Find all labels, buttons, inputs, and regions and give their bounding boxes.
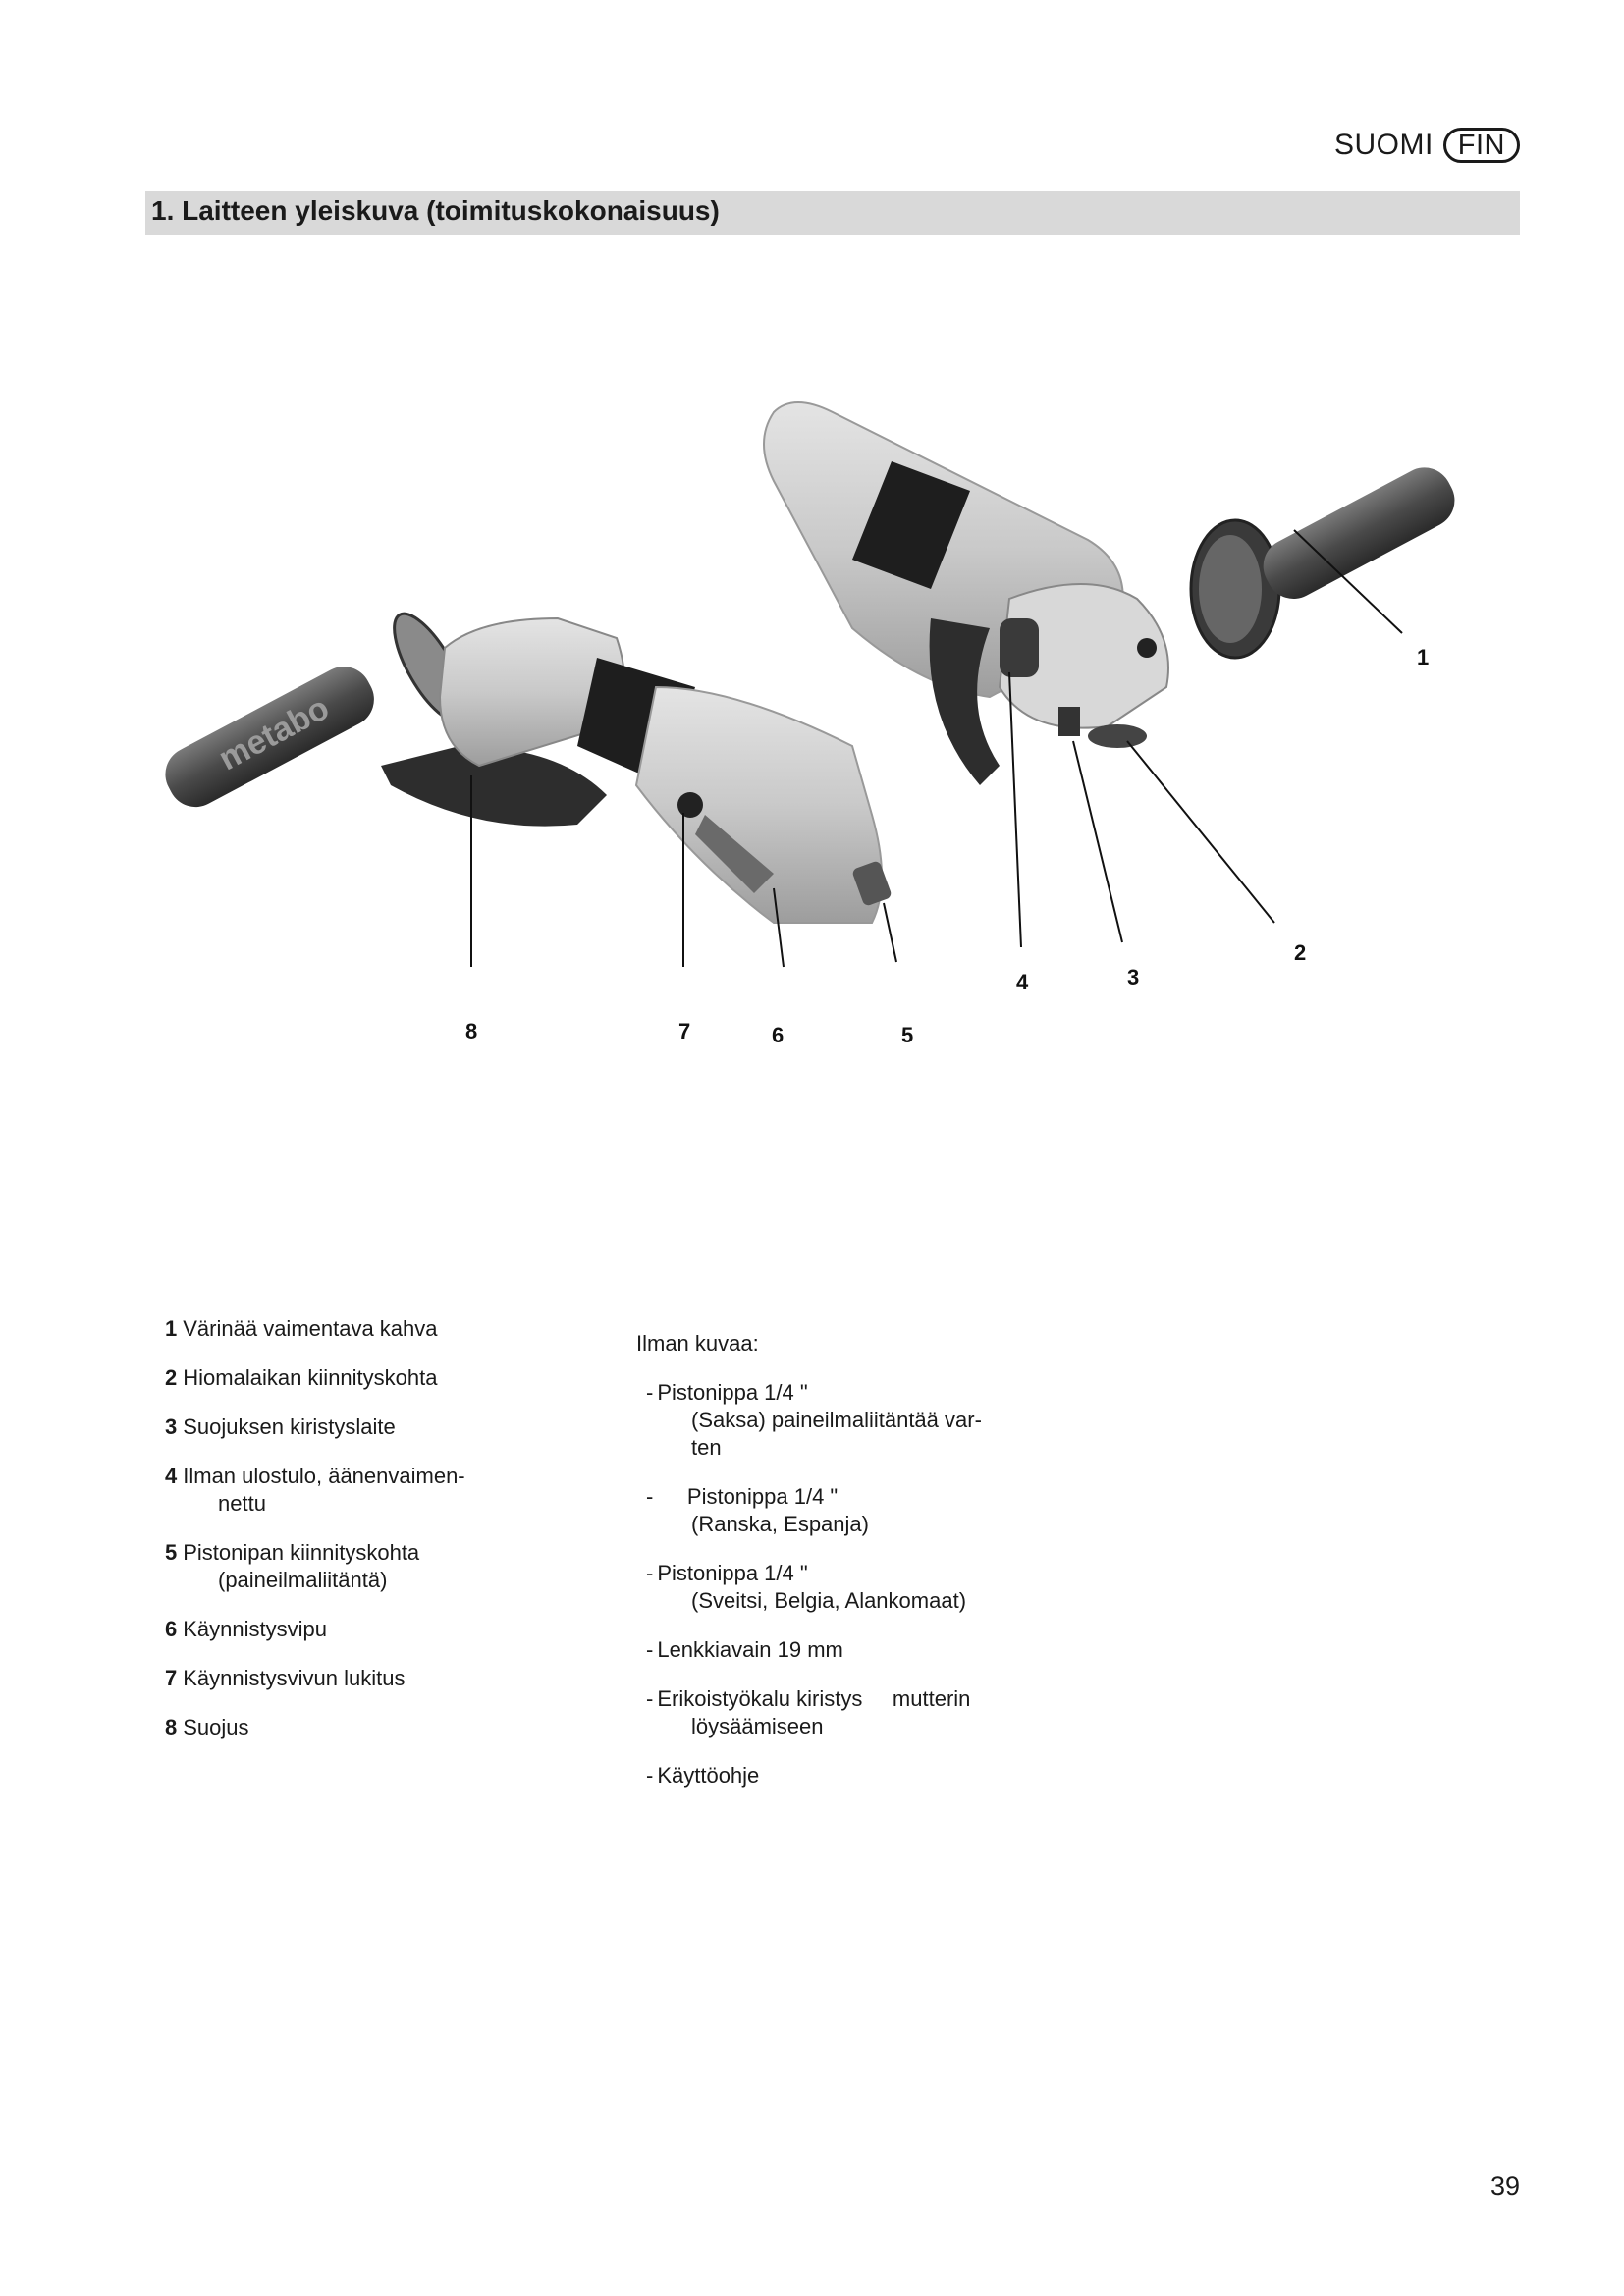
section-title: 1. Laitteen yleiskuva (toimituskokonaisuus) xyxy=(151,195,720,226)
legend-number: 1 xyxy=(165,1316,178,1341)
accessories-title: Ilman kuvaa: xyxy=(636,1331,759,1356)
accessory-item-1: - Pistonippa 1/4 " (Saksa) paineilmaliitäntää var- ten xyxy=(646,1379,1049,1462)
lever-lock-left xyxy=(677,792,703,818)
callout-2: 2 xyxy=(1294,940,1307,965)
callout-6: 6 xyxy=(772,1023,785,1047)
legend-item-1 xyxy=(165,1315,577,1343)
language-label: SUOMI xyxy=(1333,129,1434,161)
accessory-text: Pistonippa 1/4 " xyxy=(657,1380,808,1405)
head-screw-right xyxy=(1137,638,1157,658)
legend-item-6 xyxy=(165,1616,577,1643)
legend-item-5 xyxy=(165,1539,577,1594)
accessory-item-5: - Erikoistyökalu kiristys mutterin löysäämiseen xyxy=(646,1685,1049,1740)
section-heading-bar xyxy=(145,191,1520,235)
language-code-badge: FIN xyxy=(1443,128,1520,163)
left-grinder xyxy=(156,604,893,923)
legend-text: Käynnistysvivun lukitus xyxy=(183,1666,406,1690)
legend-item-4 xyxy=(165,1463,577,1518)
accessory-item-2: - Pistonippa 1/4 " (Ranska, Espanja) xyxy=(646,1483,1049,1538)
accessory-text: Pistonippa 1/4 " xyxy=(657,1561,808,1585)
accessory-item-3: - Pistonippa 1/4 " (Sveitsi, Belgia, Alankomaat) xyxy=(646,1560,1049,1615)
accessory-text-continued: (Ranska, Espanja) xyxy=(691,1512,869,1536)
legend-number: 2 xyxy=(165,1365,178,1390)
angle-grinder-illustration xyxy=(145,373,1520,1080)
guard-clamp-right xyxy=(1058,707,1080,736)
callout-7: 7 xyxy=(678,1019,691,1043)
legend-text: Suojuksen kiristyslaite xyxy=(183,1415,396,1439)
legend-item-8 xyxy=(165,1714,577,1741)
callout-3: 3 xyxy=(1127,965,1140,989)
accessory-text-continued: (Sveitsi, Belgia, Alankomaat) xyxy=(691,1588,967,1613)
language-header xyxy=(1334,128,1520,163)
legend-text: Suojus xyxy=(183,1715,249,1739)
product-overview-figure xyxy=(145,373,1520,1080)
right-grinder xyxy=(764,402,1464,785)
legend-item-3 xyxy=(165,1414,577,1441)
accessory-text: Erikoistyökalu kiristys mutterin xyxy=(657,1686,971,1711)
legend-text: Hiomalaikan kiinnityskohta xyxy=(183,1365,438,1390)
accessory-item-6: - Käyttöohje xyxy=(646,1763,760,1788)
accessory-text: Käyttöohje xyxy=(657,1763,760,1788)
legend-text-continued: nettu xyxy=(218,1491,266,1516)
component-legend xyxy=(165,1315,577,1763)
accessories-list xyxy=(636,1330,1049,1811)
legend-text: Ilman ulostulo, äänenvaimen- xyxy=(183,1464,465,1488)
accessory-text-continued: ten xyxy=(691,1435,722,1460)
legend-number: 3 xyxy=(165,1415,178,1439)
flange-inner-right xyxy=(1199,535,1262,643)
legend-number: 6 xyxy=(165,1617,178,1641)
exhaust-muffler-right xyxy=(1000,618,1039,677)
legend-number: 5 xyxy=(165,1540,178,1565)
legend-number: 7 xyxy=(165,1666,178,1690)
legend-text: Värinää vaimentava kahva xyxy=(183,1316,438,1341)
page-number: 39 xyxy=(1489,2171,1520,2201)
callout-1: 1 xyxy=(1417,645,1430,669)
callout-8: 8 xyxy=(465,1019,478,1043)
legend-number: 4 xyxy=(165,1464,178,1488)
legend-item-7 xyxy=(165,1665,577,1692)
legend-text-continued: (paineilmaliitäntä) xyxy=(218,1568,388,1592)
callout-5: 5 xyxy=(901,1023,914,1047)
accessory-text-continued: löysäämiseen xyxy=(691,1714,824,1738)
accessory-text: Lenkkiavain 19 mm xyxy=(657,1637,843,1662)
legend-item-2 xyxy=(165,1364,577,1392)
brand-logo: metabo xyxy=(212,688,336,778)
legend-text: Pistonipan kiinnityskohta xyxy=(183,1540,420,1565)
callout-4: 4 xyxy=(1016,970,1029,994)
accessory-text-continued: (Saksa) paineilmaliitäntää var- xyxy=(691,1408,982,1432)
side-handle-left xyxy=(156,657,384,817)
side-handle-right xyxy=(1254,458,1465,609)
spindle-right xyxy=(1088,724,1147,748)
legend-text: Käynnistysvipu xyxy=(183,1617,327,1641)
accessory-text: Pistonippa 1/4 " xyxy=(686,1484,839,1509)
legend-number: 8 xyxy=(165,1715,178,1739)
accessory-item-4: - Lenkkiavain 19 mm xyxy=(646,1637,843,1662)
